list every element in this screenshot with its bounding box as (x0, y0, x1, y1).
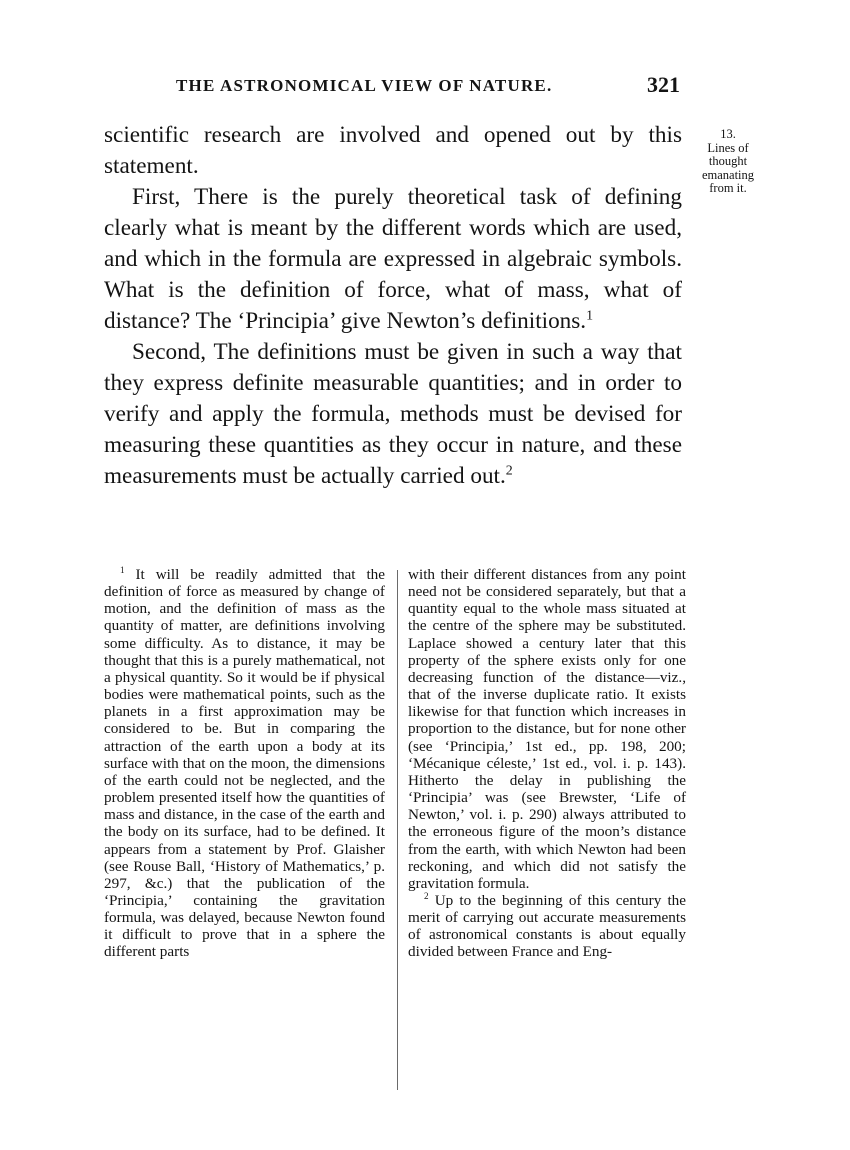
marginal-note (688, 128, 768, 196)
running-title: THE ASTRONOMICAL VIEW OF NATURE. (176, 76, 553, 95)
footnote-marker: 2 (424, 890, 429, 901)
marginal-line: from it. (709, 181, 747, 195)
running-head (104, 70, 680, 104)
footnote-reference: 2 (505, 463, 513, 479)
footnotes (104, 566, 684, 1096)
footnote-1 (104, 566, 385, 961)
footnote-column-right (408, 566, 686, 961)
footnote-reference: 1 (586, 308, 594, 324)
column-divider (397, 570, 398, 1090)
paragraph-text: First, There is the purely theoretical task of defining clearly what is meant by the different words which are used, and which in the formula are expressed in algebraic symbols. What is the definition of force, what of mass, what of distance? The ‘Principia’ give Newton’s definitions. (104, 184, 682, 334)
footnote-marker: 1 (120, 564, 125, 575)
footnote-text: with their different distances from any point need not be considered separately, but that a quantity equal to the whole mass situated at the centre of the sphere may be substituted. Laplace showed a century later that this property of the sphere exists only for one decreasing function of the distance—viz., that of the inverse duplicate ratio. It exists likewise for that function which increases in proportion to the distance, but for none other (see ‘Principia,’ 1st ed., pp. 198, 200; ‘Mécanique céleste,’ 1st ed., vol. i. p. 143). Hitherto the delay in publishing the ‘Principia’ was (see Brewster, ‘Life of Newton,’ vol. i. p. 290) always attributed to the erroneous figure of the moon’s distance from the earth, with which Newton had been reckoning, and which did not satisfy the gravitation formula. (408, 566, 686, 892)
footnote-2 (408, 892, 686, 961)
marginal-number: 13. (720, 127, 736, 141)
paragraph-text: Second, The definitions must be given in such a way that they express definite measurable quantities; and in order to verify and apply the formula, methods must be devised for measuring these quantities as they occur in nature, and these measurements must be actually carried out. (104, 339, 682, 489)
footnote-text: Up to the beginning of this century the merit of carrying out accurate measurements of astronomical constants is about equally divided between France and Eng- (408, 891, 686, 961)
main-text (104, 120, 682, 492)
marginal-line: thought (708, 154, 748, 168)
paragraph-text: scientific research are involved and opened out by this statement. (104, 122, 682, 179)
footnote-text: It will be readily admitted that the definition of force as measured by change of motion, and the definition of mass as the quantity of matter, are definitions involving some difficulty. As to distance, it may be thought that this is a purely mathematical, not a physical quantity. So it would be if physical bodies were mathematical points, such as the planets in a first approximation may be considered to be. But in comparing the attraction of the earth upon a body at its surface with that on the moon, the dimensions of the earth could not be neglected, and the problem presented itself how the quantities of mass and distance, in the case of the earth and the body on its surface, had to be defined. It appears from a statement by Prof. Glaisher (see Rouse Ball, ‘History of Mathematics,’ p. 297, &c.) that the publication of the ‘Principia,’ containing the gravitation formula, was delayed, because Newton found it difficult to prove that in a sphere the different parts (104, 566, 385, 961)
marginal-line: Lines of (707, 140, 749, 155)
paragraph-first (104, 182, 682, 337)
marginal-line: emanating (701, 167, 755, 182)
page-number: 321 (647, 72, 680, 97)
footnote-1-continued (408, 566, 686, 892)
paragraph-continued (104, 120, 682, 182)
footnote-column-left (104, 566, 385, 961)
paragraph-second (104, 337, 682, 492)
